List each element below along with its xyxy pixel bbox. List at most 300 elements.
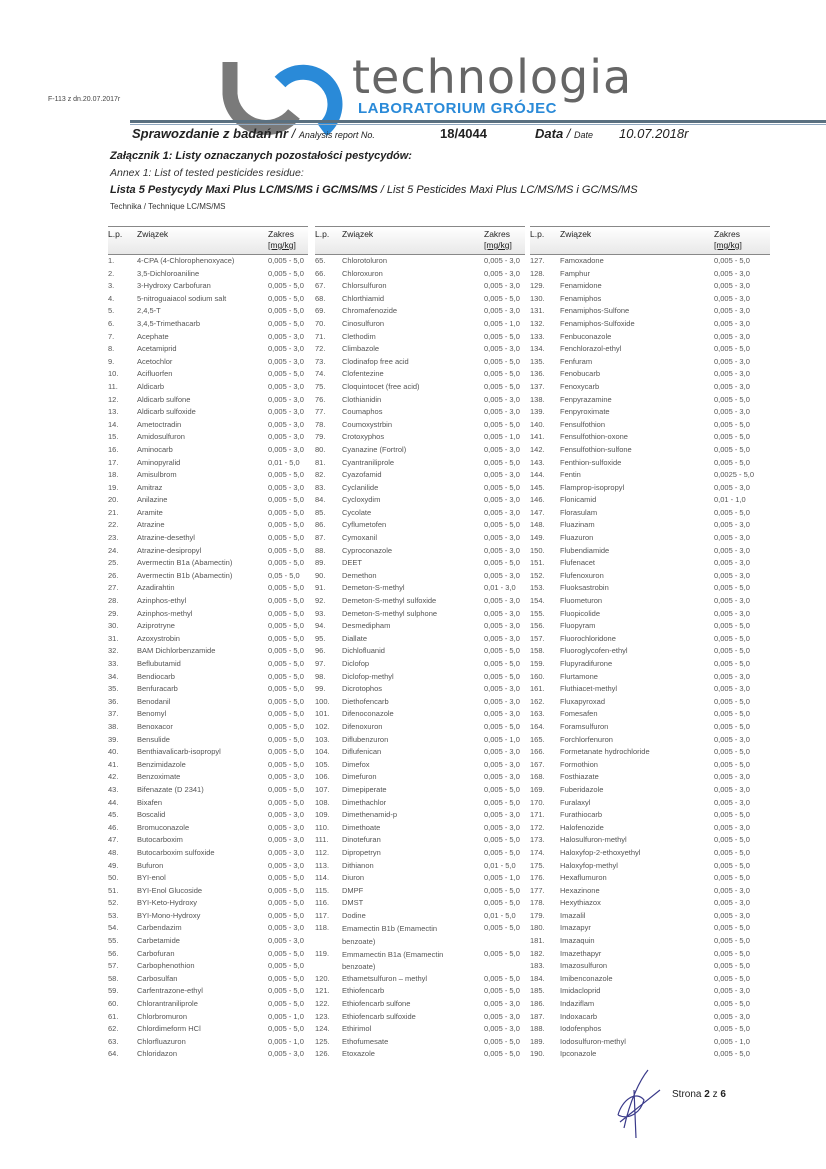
row-compound: Fenpyroximate [560,407,610,417]
row-compound: Cinosulfuron [342,318,385,328]
row-lp: 112. [315,847,330,857]
table-row [530,860,770,873]
row-range: 0,005 - 3,0 [714,356,750,366]
row-compound: Atrazine-desethyl [137,533,195,543]
row-range: 0,005 - 5,0 [484,659,520,668]
table-row [108,784,308,797]
row-range: 0,005 - 5,0 [714,973,750,983]
table-row [108,507,308,520]
row-range: 0,005 - 3,0 [268,394,304,404]
row-range: 0,005 - 1,0 [484,873,520,883]
row-compound: Imazapyr [560,923,591,933]
row-range: 0,005 - 5,0 [268,671,304,681]
row-lp: 94. [315,621,326,631]
row-range: 0,01 - 5,0 [268,457,300,467]
table-row [315,532,525,545]
row-compound: Climbazole [342,344,380,354]
row-lp: 18. [108,470,119,480]
table-row [315,708,525,721]
row-lp: 126. [315,1049,330,1059]
row-compound: Chloridazon [137,1049,178,1059]
row-lp: 176. [530,873,545,883]
row-lp: 34. [108,671,119,681]
technique-label: Technika / Technique LC/MS/MS [110,202,226,211]
row-range: 0,005 - 5,0 [714,936,750,946]
table-row [108,721,308,734]
row-compound: Avermectin B1a (Abamectin) [137,558,233,568]
row-lp: 178. [530,898,545,908]
row-lp: 141. [530,432,545,442]
table-row [315,545,525,558]
row-compound: Dimefox [342,759,370,769]
list-title: Lista 5 Pestycydy Maxi Plus LC/MS/MS i GC/MS/MS / List 5 Pesticides Maxi Plus LC/MS/MS i GC/MS/MS [110,184,638,196]
row-lp: 179. [530,910,545,920]
row-compound: 5-nitroguaiacol sodium salt [137,293,227,303]
row-lp: 23. [108,533,119,543]
row-range: 0,005 - 3,0 [714,898,750,908]
row-range: 0,005 - 3,0 [268,356,304,366]
table-row [315,998,525,1011]
table-row [530,457,770,470]
row-lp: 95. [315,633,326,643]
row-lp: 91. [315,583,326,593]
row-compound: Benomyl [137,709,167,719]
table-row [530,809,770,822]
row-range: 0,005 - 5,0 [268,268,304,278]
row-lp: 157. [530,633,545,643]
table-row [315,331,525,344]
table-row [530,985,770,998]
row-range: 0,005 - 5,0 [268,797,304,807]
row-range: 0,005 - 5,0 [268,885,304,895]
row-range: 0,005 - 5,0 [714,696,750,706]
row-compound: Atrazine-desipropyl [137,545,202,555]
row-range: 0,005 - 5,0 [484,520,520,530]
row-compound: Fluopicolide [560,608,601,618]
row-lp: 109. [315,810,330,820]
row-lp: 80. [315,444,326,454]
row-compound: Dimethachlor [342,797,387,807]
row-range: 0,005 - 3,0 [714,520,750,530]
table-row [530,696,770,709]
row-lp: 98. [315,671,326,681]
row-range: 0,005 - 3,0 [714,318,750,328]
header-range: Zakres [268,229,294,239]
row-lp: 186. [530,999,545,1009]
header-rule-thin [130,124,826,125]
header-lp: L.p. [315,229,330,239]
row-lp: 29. [108,608,119,618]
table-column [315,226,525,1061]
table-row [530,532,770,545]
row-range: 0,005 - 5,0 [268,873,304,883]
table-row [315,431,525,444]
row-lp: 142. [530,444,545,454]
row-lp: 124. [315,1024,330,1034]
row-compound: Demethon [342,570,377,580]
row-range: 0,0025 - 5,0 [714,470,755,480]
row-lp: 3. [108,281,115,291]
row-range: 0,005 - 3,0 [268,444,304,454]
row-lp: 107. [315,784,330,794]
row-lp: 137. [530,381,545,391]
row-range: 0,005 - 1,0 [268,1036,304,1046]
row-compound: Imazosulfuron [560,961,608,971]
row-compound: Imazethapyr [560,948,602,958]
row-compound: Acetochlor [137,356,173,366]
row-compound: Hexaflumuron [560,873,607,883]
table-row [108,494,308,507]
row-range: 0,01 - 3,0 [484,583,516,593]
row-lp: 43. [108,784,119,794]
row-lp: 89. [315,558,326,568]
row-lp: 59. [108,986,119,996]
row-compound: Hexythiazox [560,898,601,908]
row-lp: 17. [108,457,119,467]
header-unit: [mg/kg] [484,240,512,250]
table-row [530,469,770,482]
row-range: 0,005 - 5,0 [268,734,304,744]
row-compound: Famoxadone [560,256,604,265]
row-range: 0,005 - 3,0 [484,633,520,643]
row-compound: Bendiocarb [137,671,175,681]
row-lp: 42. [108,772,119,782]
row-compound: Bromuconazole [137,822,190,832]
row-compound: Famphur [560,268,591,278]
table-row [530,557,770,570]
row-range: 0,005 - 5,0 [714,999,750,1009]
row-lp: 184. [530,973,545,983]
row-lp: 158. [530,646,545,656]
row-compound: Acifluorfen [137,369,173,379]
row-lp: 121. [315,986,330,996]
table-row [108,444,308,457]
row-compound: Haloxyfop-2-ethoxyethyl [560,847,641,857]
row-lp: 152. [530,570,545,580]
table-row [108,1023,308,1036]
table-row [108,658,308,671]
report-label: Sprawozdanie z badań nr / Analysis report No. [132,126,375,141]
table-row [315,507,525,520]
row-compound: Fenchlorazol-ethyl [560,344,622,354]
row-lp: 33. [108,659,119,668]
row-compound: Fomesafen [560,709,598,719]
row-range: 0,005 - 5,0 [484,293,520,303]
row-compound: Cymoxanil [342,533,378,543]
row-lp: 20. [108,495,119,505]
row-compound: Fluazuron [560,533,594,543]
row-lp: 26. [108,570,119,580]
row-lp: 130. [530,293,545,303]
row-compound: Aminopyralid [137,457,181,467]
row-compound: Carbofuran [137,948,175,958]
table-row [108,620,308,633]
row-compound: BYI-enol [137,873,166,883]
row-lp: 103. [315,734,330,744]
table-row [108,885,308,898]
row-range: 0,005 - 5,0 [714,507,750,517]
row-range: 0,005 - 5,0 [714,633,750,643]
row-compound: Fuberidazole [560,784,604,794]
row-compound: Clofentezine [342,369,384,379]
row-compound: Diallate [342,633,368,643]
table-row [315,696,525,709]
row-lp: 92. [315,596,326,606]
row-lp: 65. [315,256,326,265]
row-range: 0,005 - 5,0 [714,256,750,265]
row-lp: 148. [530,520,545,530]
row-lp: 49. [108,860,119,870]
row-range: 0,005 - 5,0 [484,369,520,379]
row-lp: 58. [108,973,119,983]
table-row [108,356,308,369]
table-row [530,885,770,898]
row-lp: 82. [315,470,326,480]
page-label: Strona [672,1089,702,1100]
row-compound: Fosthiazate [560,772,599,782]
row-lp: 135. [530,356,545,366]
row-range: 0,005 - 5,0 [268,596,304,606]
table-row [530,897,770,910]
signature-icon [600,1060,680,1140]
row-compound: Difenoconazole [342,709,394,719]
row-compound: Azoxystrobin [137,633,180,643]
row-compound: Aziprotryne [137,621,175,631]
table-row [108,935,308,948]
table-row [530,797,770,810]
row-range: 0,005 - 3,0 [714,822,750,832]
table-row [530,671,770,684]
table-row [315,1023,525,1036]
row-compound: Fenfuram [560,356,593,366]
row-compound: Dimefuron [342,772,377,782]
row-lp: 183. [530,961,545,971]
row-lp: 174. [530,847,545,857]
row-lp: 28. [108,596,119,606]
row-range: 0,005 - 5,0 [268,659,304,668]
row-lp: 40. [108,747,119,757]
row-compound: Formetanate hydrochloride [560,747,650,757]
row-compound: Haloxyfop-methyl [560,860,618,870]
row-range: 0,005 - 5,0 [268,495,304,505]
row-range: 0,005 - 1,0 [484,734,520,744]
row-lp: 73. [315,356,326,366]
table-row [315,457,525,470]
row-compound: Clodinafop free acid [342,356,409,366]
row-compound: Cyclanilide [342,482,379,492]
row-lp: 136. [530,369,545,379]
table-row [315,822,525,835]
table-row [108,960,308,973]
row-range: 0,005 - 3,0 [484,596,520,606]
table-row [315,985,525,998]
row-lp: 122. [315,999,330,1009]
row-range: 0,005 - 3,0 [714,306,750,316]
row-range: 0,005 - 5,0 [268,747,304,757]
row-range: 0,005 - 5,0 [484,381,520,391]
table-row [315,645,525,658]
row-compound: Demeton-S-methyl [342,583,405,593]
table-row [530,658,770,671]
row-lp: 86. [315,520,326,530]
row-range: 0,005 - 5,0 [714,747,750,757]
row-lp: 10. [108,369,119,379]
form-reference: F-113 z dn.20.07.2017r [48,96,121,103]
row-compound: Halofenozide [560,822,604,832]
row-compound: Crotoxyphos [342,432,385,442]
report-date: 10.07.2018r [619,126,689,141]
row-range: 0,005 - 3,0 [714,797,750,807]
row-compound: Chromafenozide [342,306,398,316]
row-compound: Emamectin B1b (Emamectin benzoate) [342,924,438,947]
row-lp: 74. [315,369,326,379]
row-range: 0,005 - 3,0 [268,419,304,429]
row-range: 0,005 - 5,0 [484,482,520,492]
row-range: 0,005 - 1,0 [268,1011,304,1021]
row-compound: Cloquintocet (free acid) [342,381,420,391]
table-row [108,860,308,873]
row-compound: Flufenacet [560,558,596,568]
row-range: 0,005 - 5,0 [484,721,520,731]
row-compound: Iodosulfuron-methyl [560,1036,626,1046]
row-range: 0,005 - 5,0 [484,973,520,983]
row-compound: Bixafen [137,797,163,807]
row-range: 0,005 - 3,0 [714,734,750,744]
row-lp: 78. [315,419,326,429]
row-range: 0,005 - 5,0 [268,1024,304,1034]
table-row [530,847,770,860]
table-row [530,519,770,532]
table-row [108,557,308,570]
row-range: 0,005 - 3,0 [714,596,750,606]
row-range: 0,005 - 3,0 [714,533,750,543]
row-lp: 151. [530,558,545,568]
annex-title-pl: Załącznik 1: Listy oznaczanych pozostałości pestycydów: [110,150,412,162]
row-compound: Flupyradifurone [560,659,613,668]
row-compound: Fenthion-sulfoxide [560,457,622,467]
row-compound: Dipropetryn [342,847,381,857]
row-lp: 162. [530,696,545,706]
row-compound: Fluopyram [560,621,596,631]
row-compound: DMPF [342,885,364,895]
table-row [315,922,525,947]
row-range: 0,005 - 5,0 [268,507,304,517]
table-row [108,545,308,558]
row-compound: Ethiofencarb [342,986,385,996]
row-range: 0,005 - 5,0 [268,999,304,1009]
row-range: 0,005 - 3,0 [714,381,750,391]
row-lp: 133. [530,331,545,341]
row-lp: 69. [315,306,326,316]
row-compound: Demeton-S-methyl sulphone [342,608,438,618]
row-range: 0,005 - 5,0 [714,419,750,429]
row-lp: 93. [315,608,326,618]
row-lp: 50. [108,873,119,883]
row-range: 0,005 - 5,0 [714,860,750,870]
row-lp: 147. [530,507,545,517]
row-compound: Fluthiacet-methyl [560,684,618,694]
table-row [315,394,525,407]
row-range: 0,005 - 3,0 [484,281,520,291]
row-lp: 13. [108,407,119,417]
table-row [530,834,770,847]
row-range: 0,005 - 1,0 [484,432,520,442]
row-lp: 36. [108,696,119,706]
row-range: 0,005 - 5,0 [268,621,304,631]
row-lp: 168. [530,772,545,782]
row-range: 0,005 - 5,0 [484,835,520,845]
table-row [315,910,525,923]
row-compound: Iodofenphos [560,1024,602,1034]
row-lp: 167. [530,759,545,769]
page-of: z [712,1089,718,1100]
table-row [530,708,770,721]
table-row [315,381,525,394]
row-range: 0,005 - 5,0 [714,923,750,933]
row-lp: 97. [315,659,326,668]
row-lp: 72. [315,344,326,354]
row-compound: Etoxazole [342,1049,375,1059]
row-range: 0,005 - 5,0 [714,961,750,971]
row-range: 0,005 - 5,0 [268,293,304,303]
table-row [315,268,525,281]
row-range: 0,005 - 3,0 [268,1049,304,1059]
annex-title-en: Annex 1: List of tested pesticides residue: [110,167,304,179]
table-row [108,696,308,709]
table-row [108,948,308,961]
row-compound: Furathiocarb [560,810,603,820]
table-row [530,771,770,784]
report-number: 18/4044 [440,126,487,141]
row-lp: 143. [530,457,545,467]
row-lp: 153. [530,583,545,593]
table-row [530,280,770,293]
row-range: 0,005 - 3,0 [714,268,750,278]
row-range: 0,005 - 5,0 [484,646,520,656]
header-compound: Związek [560,229,592,239]
table-row [315,860,525,873]
row-range: 0,005 - 5,0 [714,432,750,442]
row-lp: 19. [108,482,119,492]
row-lp: 70. [315,318,326,328]
header-unit: [mg/kg] [268,240,296,250]
table-row [108,847,308,860]
table-row [108,381,308,394]
table-row [530,305,770,318]
table-row [315,897,525,910]
row-compound: BYI-Enol Glucoside [137,885,203,895]
row-compound: Carbetamide [137,936,180,946]
row-compound: Flamprop-isopropyl [560,482,625,492]
row-lp: 170. [530,797,545,807]
row-compound: Chlorsulfuron [342,281,387,291]
table-row [315,368,525,381]
list-title-en: List 5 Pesticides Maxi Plus LC/MS/MS i GC/MS/MS [386,184,638,196]
row-range: 0,005 - 5,0 [714,1049,750,1059]
table-column [530,226,770,1061]
table-row [530,494,770,507]
table-row [108,834,308,847]
row-compound: Difenoxuron [342,721,383,731]
row-compound: Bifenazate (D 2341) [137,784,204,794]
header-range: Zakres [484,229,510,239]
row-lp: 53. [108,910,119,920]
row-lp: 127. [530,256,545,265]
row-range: 0,005 - 3,0 [484,507,520,517]
row-range: 0,005 - 5,0 [268,684,304,694]
row-compound: Ethofumesate [342,1036,389,1046]
table-row [530,620,770,633]
